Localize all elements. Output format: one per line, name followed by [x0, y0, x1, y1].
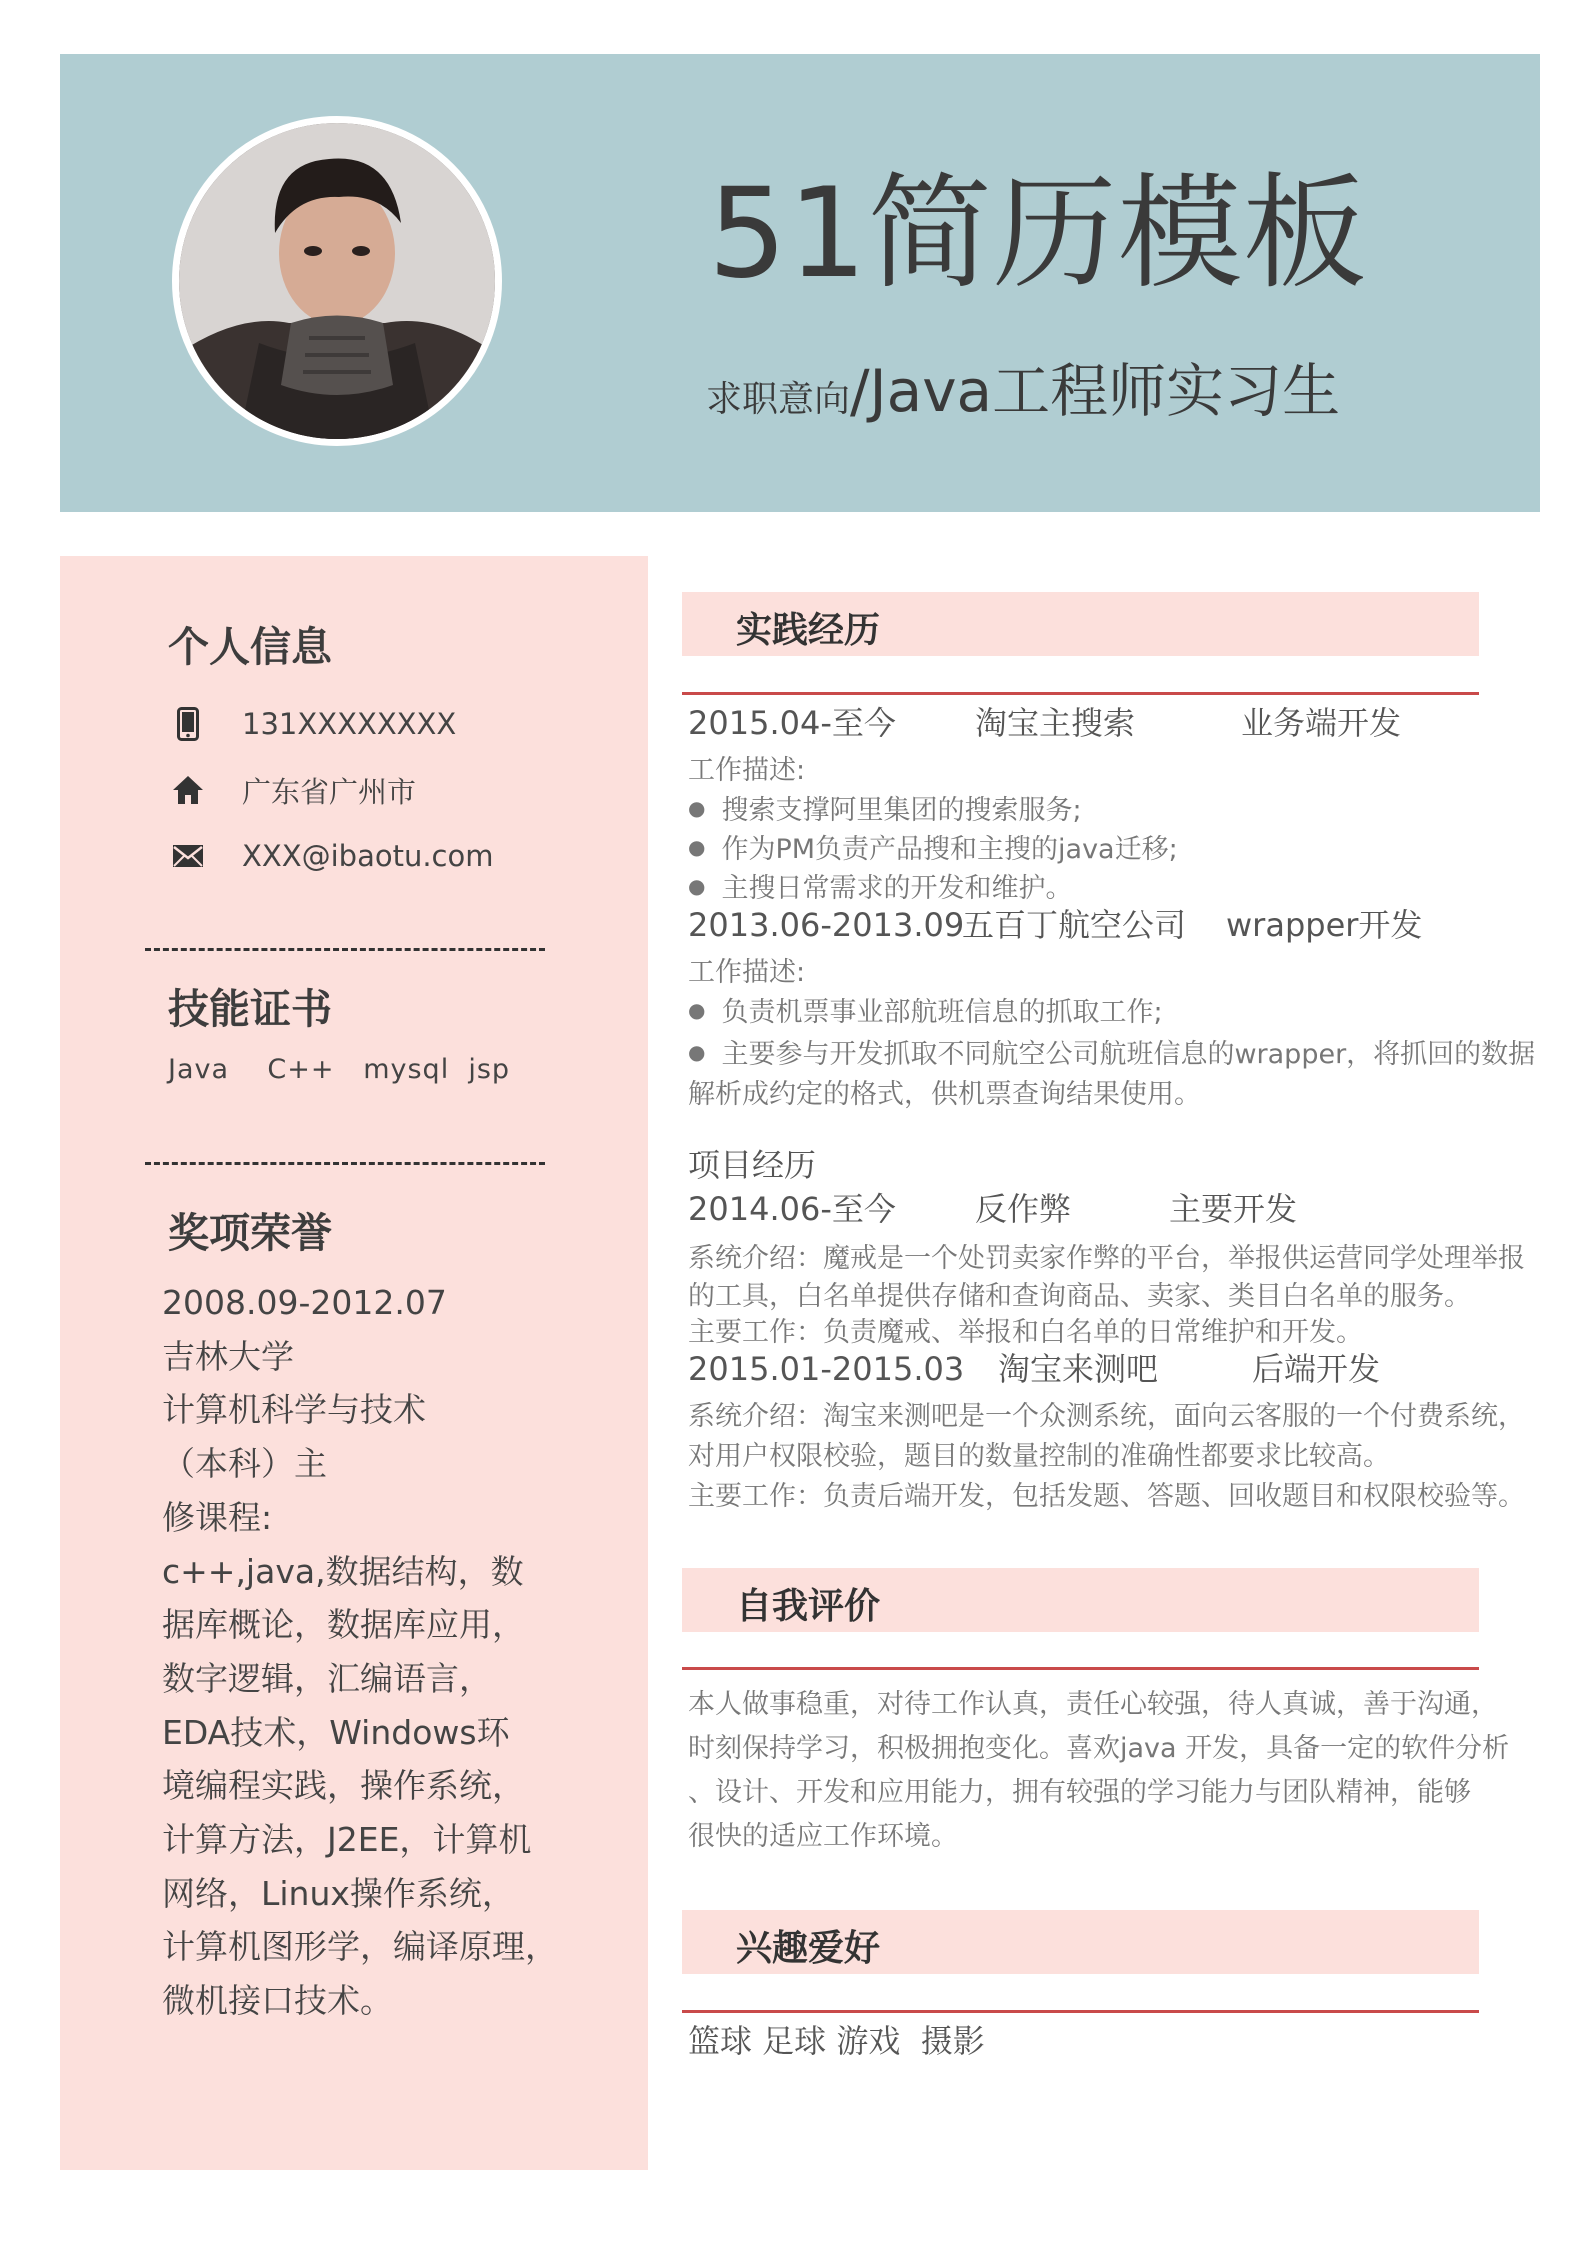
job-2-item-cont: 解析成约定的格式，供机票查询结果使用。	[688, 1079, 1201, 1110]
job-intention	[706, 344, 1340, 428]
job-1-header	[688, 698, 1401, 744]
email: XXX@ibaotu.com	[242, 839, 494, 873]
award-line: 修课程:	[162, 1497, 273, 1537]
award-line: 计算机图形学，编译原理，	[162, 1927, 558, 1967]
job-2-item: ● 负责机票事业部航班信息的抓取工作;	[688, 990, 1163, 1029]
job-2-company: 五百丁航空公司	[962, 906, 1187, 944]
project-1-date: 2014.06-至今	[688, 1190, 896, 1228]
section-divider	[682, 2010, 1479, 2013]
project-2-line: 系统介绍：淘宝来测吧是一个众测系统，面向云客服的一个付费系统，	[688, 1401, 1525, 1432]
award-line: 微机接口技术。	[162, 1981, 393, 2021]
job-1-company: 淘宝主搜索	[975, 704, 1136, 742]
job-1-item: ● 作为PM负责产品搜和主搜的java迁移;	[688, 827, 1178, 866]
left-sidebar	[60, 556, 648, 2170]
job-1-desc-label: 工作描述:	[688, 755, 806, 786]
job-2-role: wrapper开发	[1226, 906, 1423, 944]
practice-section-header	[682, 592, 1479, 656]
award-line: 2008.09-2012.07	[162, 1283, 447, 1322]
project-1-header	[688, 1184, 1297, 1230]
hobbies-section-header	[682, 1910, 1479, 1974]
project-2-date: 2015.01-2015.03	[688, 1350, 965, 1388]
project-2-header	[688, 1344, 1380, 1390]
address: 广东省广州市	[242, 774, 417, 809]
section-divider	[682, 692, 1479, 695]
job-2-item: ● 主要参与开发抓取不同航空公司航班信息的wrapper，将抓回的数据	[688, 1032, 1535, 1071]
self-eval-section-header	[682, 1568, 1479, 1632]
avatar	[172, 116, 502, 446]
job-intention-value: /Java工程师实习生	[850, 357, 1341, 425]
phone-number: 131XXXXXXXX	[242, 707, 457, 741]
project-1-line: 系统介绍：魔戒是一个处罚卖家作弊的平台，举报供运营同学处理举报	[688, 1243, 1525, 1274]
header-banner	[60, 54, 1540, 512]
award-line: 数字逻辑，汇编语言，	[162, 1658, 492, 1698]
section-divider	[682, 1667, 1479, 1670]
portrait-image	[179, 123, 495, 439]
personal-info-title: 个人信息	[168, 623, 332, 671]
home-icon	[170, 772, 206, 808]
email-row	[170, 834, 493, 878]
award-line: c++,java,数据结构，数	[162, 1551, 524, 1591]
self-eval-line: 很快的适应工作环境。	[688, 1821, 958, 1852]
self-eval-line: 、设计、开发和应用能力，拥有较强的学习能力与团队精神，能够	[688, 1777, 1471, 1808]
award-line: EDA技术，Windows环	[162, 1712, 510, 1752]
awards-title: 奖项荣誉	[168, 1209, 332, 1257]
project-2-role: 后端开发	[1252, 1350, 1381, 1388]
job-1-item: ● 搜索支撑阿里集团的搜索服务;	[688, 788, 1082, 827]
job-2-header	[688, 900, 1422, 946]
awards-content	[162, 1276, 558, 2028]
job-1-item: ● 主搜日常需求的开发和维护。	[688, 866, 1072, 905]
job-1-date: 2015.04-至今	[688, 704, 896, 742]
project-1-line: 主要工作：负责魔戒、举报和白名单的日常维护和开发。	[688, 1317, 1363, 1348]
job-2-desc-label: 工作描述:	[688, 957, 806, 988]
award-line: 计算方法，J2EE，计算机	[162, 1820, 532, 1860]
job-2-date: 2013.06-2013.09	[688, 906, 965, 944]
skills-list: Java C++ mysql jsp	[168, 1054, 511, 1085]
hobbies-title: 兴趣爱好	[736, 1928, 881, 1969]
practice-title: 实践经历	[736, 610, 881, 651]
self-eval-line: 时刻保持学习，积极拥抱变化。喜欢java 开发，具备一定的软件分析	[688, 1733, 1510, 1764]
job-intention-label: 求职意向	[706, 379, 851, 420]
project-1-name: 反作弊	[975, 1190, 1072, 1228]
award-line: 计算机科学与技术	[162, 1390, 426, 1430]
project-2-line: 对用户权限校验，题目的数量控制的准确性都要求比较高。	[688, 1441, 1390, 1472]
award-line: （本科）主	[162, 1444, 327, 1484]
dashed-divider	[145, 948, 545, 951]
mail-icon	[170, 838, 206, 874]
project-1-role: 主要开发	[1169, 1190, 1298, 1228]
hobbies-list: 篮球 足球 游戏 摄影	[688, 2022, 985, 2060]
page-title: 51简历模板	[708, 162, 1368, 306]
address-row	[170, 768, 416, 812]
project-2-name: 淘宝来测吧	[998, 1350, 1159, 1388]
award-line: 据库概论，数据库应用，	[162, 1605, 525, 1645]
award-line: 网络，Linux操作系统，	[162, 1873, 515, 1913]
award-line: 境编程实践，操作系统，	[162, 1766, 525, 1806]
self-eval-title: 自我评价	[736, 1586, 881, 1627]
project-label: 项目经历	[688, 1146, 817, 1184]
dashed-divider	[145, 1162, 545, 1165]
phone-icon	[170, 706, 206, 742]
project-1-line: 的工具，白名单提供存储和查询商品、卖家、类目白名单的服务。	[688, 1281, 1471, 1312]
self-eval-line: 本人做事稳重，对待工作认真，责任心较强，待人真诚，善于沟通，	[688, 1689, 1498, 1720]
job-1-role: 业务端开发	[1241, 704, 1402, 742]
project-2-line: 主要工作：负责后端开发，包括发题、答题、回收题目和权限校验等。	[688, 1481, 1525, 1512]
phone-row	[170, 702, 456, 746]
award-line: 吉林大学	[162, 1336, 294, 1376]
skills-title: 技能证书	[168, 985, 332, 1033]
